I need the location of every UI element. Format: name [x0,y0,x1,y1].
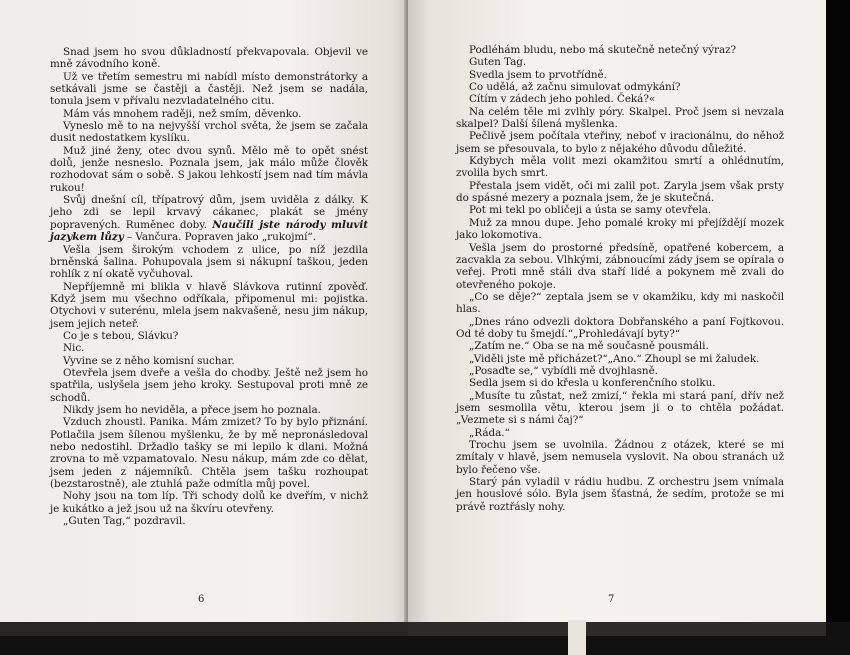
paragraph: Kdybych měla volit mezi okamžitou smrtí a ohlédnutím, zvolila bych smrt. [456,155,784,180]
paragraph: Podléhám bludu, nebo má skutečně netečný výraz? [469,44,737,56]
paragraph: Guten Tag. [469,56,527,69]
paragraph: „Posaďte se,“ vybídli mě dvojhlasně. [469,364,658,377]
paragraph: Už ve třetím semestru mi nabídl místo demonstrátorky a setkávali jsme se častěji a častěji. Než jsem se nadála, tonula jsem v přívalu nezvladatelného citu. [50,70,368,108]
paragraph: Starý pán vyladil v rádiu hudbu. Z orchestru jsem vnímala jen houslové sólo. Byla jsem šťastná, že sedím, protože se mi právě roztřásly nohy. [456,476,784,513]
paragraph-with-quote [50,194,368,243]
page-number-left: 6 [198,594,205,605]
right-page [408,0,826,655]
paragraph: „Viděli jste mě přicházet?“„Ano.“ Zhoupl se mi žaludek. [469,352,760,365]
paragraph: Vyvine se z něho komisní suchar. [63,354,235,367]
paragraph: Co je s tebou, Slávku? [63,329,179,342]
cover-edge-left [0,622,408,636]
paragraph: Přestala jsem vidět, oči mi zalil pot. Zaryla jsem však prsty do spásné mezery a poznala jsem, že je skutečná. [456,179,784,205]
paragraph: Pot mi tekl po obličeji a ústa se samy otevřela. [469,204,712,217]
paragraph: Co udělá, až začnu simulovat odmykání? [469,81,681,94]
paragraph: „Musíte tu zůstat, než zmizí,“ řekla mi stará paní, dřív než jsem sesmolila větu, kterou jsem ji o to chtěla požádat. „Vezmete si s námi čaj?“ [456,389,784,427]
paragraph: „Guten Tag,“ pozdravil. [63,515,186,528]
quote-tail: – Vančura. Popraven jako „rukojmí“. [123,231,316,244]
paragraph: Muž za mnou dupe. Jeho pomalé kroky mi přejíždějí mozek jako lokomotiva. [456,216,784,242]
paragraph: Vešla jsem do prostorné předsíně, opatřené kobercem, a zacvakla za sebou. Vlhkými, zábnoucími zády jsem se opírala o veřej. Proti mně stáli dva staří lidé a pokynem mě zvali do otevřeného pokoje. [456,241,784,291]
paragraph: Vešla jsem širokým vchodem z ulice, po níž jezdila brněnská šalina. Pohupovala jsem si nákupní taškou, jeden rohlík z ní okatě vyčuhoval. [50,243,368,281]
paragraph: Nic. [63,342,85,355]
paragraph: Nohy jsou na tom líp. Tři schody dolů ke dveřím, v nichž je kukátko a jež jsou už na škvíru otevřeny. [50,490,368,515]
quote-emphasis: Naučili jste národy mluvit jazykem lůzy [50,218,368,244]
paragraph-start: Svůj dnešní cíl, třípatrový dům, jsem uviděla z dálky. K jeho zdi se lepil krvavý cákanec, plakát se jmény popravených. Ruměnec doby. [50,194,368,231]
paragraph: Nepříjemně mi blikla v hlavě Slávkova rutinní zpověď. Když jsem mu všechno odříkala, připomenul mi: pojistka. Otychovi v suterénu, mlela jsem nakvašeně, nesu jim nákup, jsem jejich neteř. [50,280,368,330]
paragraph: Nikdy jsem ho neviděla, a přece jsem ho poznala. [63,403,321,416]
paragraph: Na celém těle mi zvlhly póry. Skalpel. Proč jsem si nevzala skalpel? Další šílená myšlenka. [456,105,784,131]
paragraph: Muž jiné ženy, otec dvou synů. Mělo mě to opět snést dolů, jenže nesneslo. Poznala jsem, jak málo může člověk rozhodovat sám o sobě. S jakou lehkostí jsem nad tím mávla rukou! [50,144,368,194]
left-page-text [50,46,368,527]
paragraph: „Zatím ne.“ Oba se na mě současně pousmáli. [469,340,709,353]
scan-border [826,0,850,655]
paragraph: Mám vás mnohem raději, než smím, děvenko. [63,107,302,120]
paragraph: „Co se děje?“ zeptala jsem se v okamžiku, kdy mi naskočil hlas. [456,290,784,316]
left-page [0,0,408,655]
paragraph: Otevřela jsem dveře a vešla do chodby. Ještě než jsem ho spatřila, uslyšela jsem jeho kroky. Sestupoval proti mně ze schodů. [50,366,368,404]
book-cover-edge [0,622,850,655]
paragraph: Pečlivě jsem počítala vteřiny, neboť v iracionálnu, do něhož jsem se přesouvala, to bylo z nějakého důvodu důležité. [456,130,784,155]
paragraph: Trochu jsem se uvolnila. Žádnou z otázek, které se mi zmítaly v hlavě, jsem nemusela vyslovit. Na obou stranách už bylo řečeno vše. [456,439,784,476]
right-page-text [456,44,784,513]
paragraph: „Ráda.“ [469,426,510,439]
paragraph: Cítím v zádech jeho pohled. Čeká?« [469,93,656,106]
paragraph: „Dnes ráno odvezli doktora Dobřanského a paní Fojtkovou. Od té doby tu šmejdí.“„Prohledávají byty?“ [456,315,784,340]
page-number-right: 7 [608,594,615,605]
paragraph: Snad jsem ho svou důkladností překvapovala. Objevil ve mně závodního koně. [50,46,368,71]
paragraph: Vyneslo mě to na nejvyšší vrchol světa, že jsem se začala dusit nedostatkem kyslíku. [50,120,368,145]
bookmark-ribbon [568,620,586,655]
paragraph: Svedla jsem to prvotřídně. [469,68,607,81]
paragraph: Sedla jsem si do křesla u konferenčního stolku. [469,377,716,390]
paragraph: Vzduch zhoustl. Panika. Mám zmizet? To by bylo přiznání. Potlačila jsem šílenou myšlenku, že by mě nepronásledoval nebo nedostihl. Držadlo tašky se mi lepilo k dlani. Možná zrovna to mě vzpamatovalo. Nesu nákup, mám zde co dělat, jsem jeden z nájemníků. Chtěla jsem tašku rozhoupat (bezstarostně), ale ztuhlá paže odmítla můj povel. [50,416,368,491]
cover-edge-right [408,622,826,636]
